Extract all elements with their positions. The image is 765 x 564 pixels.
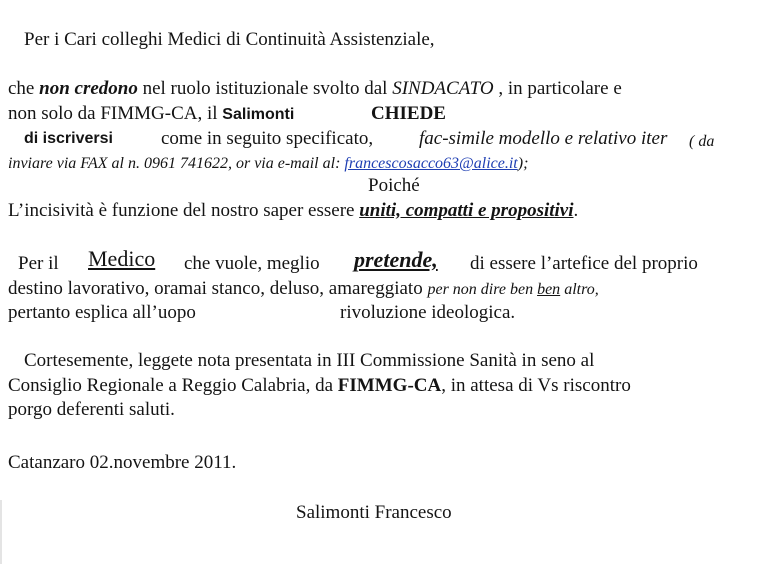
p1-emphasis-non-credono: non credono <box>39 78 138 99</box>
p1-text: come in seguito specificato, <box>161 128 374 149</box>
p1-text: , in particolare e <box>493 78 622 99</box>
p4-line-1: Cortesemente, leggete nota presentata in III Commissione Sanità in seno al <box>24 350 595 371</box>
poiche-line: Poiché <box>368 175 420 196</box>
greeting-line: Per i Cari colleghi Medici di Continuità Assistenziale, <box>24 29 435 50</box>
p3-pretende: pretende, <box>354 247 438 272</box>
p3-che-vuole: che vuole, meglio <box>184 253 320 274</box>
p3-di-essere: di essere l’artefice del proprio <box>470 253 698 274</box>
p1-text: che <box>8 78 40 99</box>
p4-fimmg-ca: FIMMG-CA <box>337 375 442 396</box>
paragraph-3-line-2 <box>8 278 599 301</box>
p1-di-iscriversi: di iscriversi <box>24 130 113 147</box>
p2-text: . <box>573 200 579 221</box>
signature: Salimonti Francesco <box>296 502 452 523</box>
p3-rivoluzione: rivoluzione ideologica. <box>340 302 516 323</box>
p1-chiede: CHIEDE <box>371 103 446 124</box>
p1-sindacato: SINDACATO <box>392 78 494 99</box>
p3-per-non-dire: per non dire ben <box>427 281 538 298</box>
date-line: Catanzaro 02.novembre 2011. <box>8 452 237 473</box>
p3-per-il: Per il <box>18 253 59 274</box>
p1-text: nel ruolo istituzionale svolto dal <box>137 78 393 99</box>
scan-edge-mark <box>0 500 2 564</box>
p4-text: Consiglio Regionale a Reggio Calabria, da <box>8 375 338 396</box>
p1-text: non solo da FIMMG-CA, il <box>8 103 223 124</box>
p1-text: ); <box>517 155 529 172</box>
p3-ben-underlined: ben <box>537 281 561 298</box>
paragraph-4-line-2 <box>8 375 631 397</box>
p2-uniti-compatti: uniti, compatti e propositivi <box>359 200 574 221</box>
p1-fac-simile: fac-simile modello e relativo iter <box>419 128 668 149</box>
p1-salimonti: Salimonti <box>222 106 295 123</box>
paragraph-1-line-2 <box>8 103 294 126</box>
p3-pertanto: pertanto esplica all’uopo <box>8 302 196 323</box>
email-link[interactable]: francescosacco63@alice.it <box>344 155 518 172</box>
paragraph-1-line-1 <box>8 78 622 100</box>
p3-medico: Medico <box>88 246 156 271</box>
paragraph-1-line-3 <box>161 128 373 150</box>
p4-text: , in attesa di Vs riscontro <box>441 375 631 396</box>
p3-text: destino lavorativo, oramai stanco, deluso, amareggiato <box>8 278 428 299</box>
paragraph-2 <box>8 200 578 222</box>
paragraph-1-line-4 <box>8 153 528 175</box>
p2-text: L’incisività è funzione del nostro saper essere <box>8 200 360 221</box>
p1-da: ( da <box>689 133 715 150</box>
p1-text: inviare via FAX al n. 0961 741622, or via e-mail al: <box>8 155 345 172</box>
p4-line-3: porgo deferenti saluti. <box>8 399 175 420</box>
p3-altro: altro, <box>560 281 599 298</box>
